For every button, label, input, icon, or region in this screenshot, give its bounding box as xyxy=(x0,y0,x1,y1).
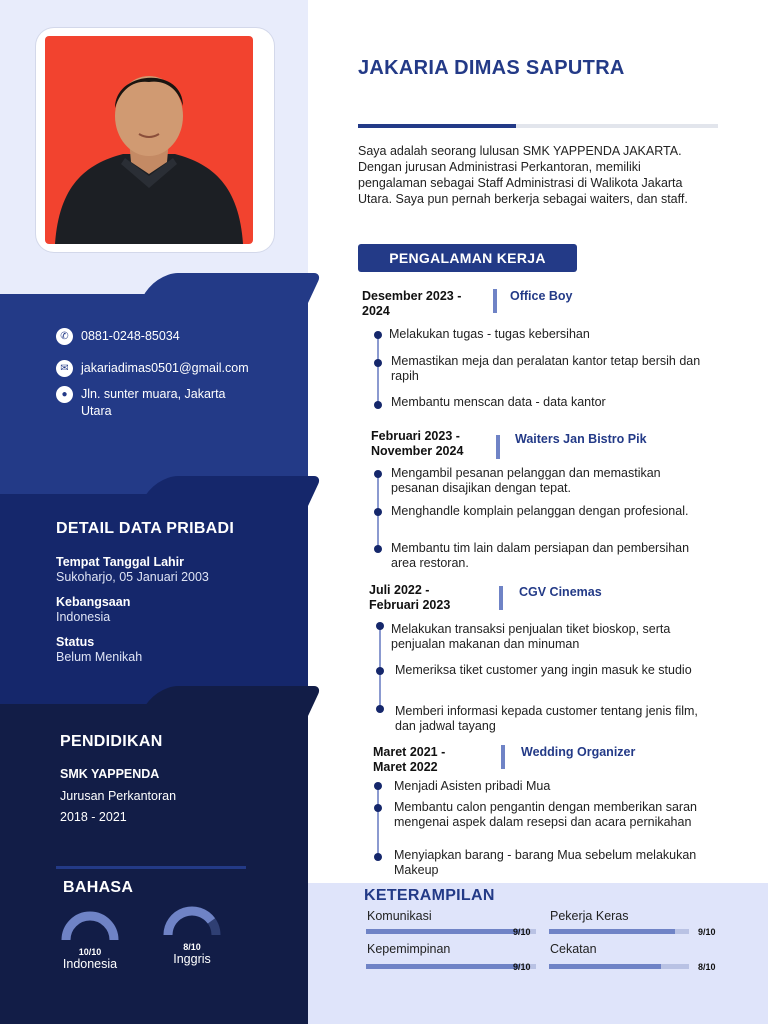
language-name: Indonesia xyxy=(62,957,118,971)
language-level: 8/10 xyxy=(183,942,201,952)
job-date xyxy=(369,583,487,613)
job-duty: Memeriksa tiket customer yang ingin masuk ke studio xyxy=(395,663,692,677)
job-duty: Membantu calon pengantin dengan memberikan saran mengenai aspek dalam resepsi dan acara pernikahan xyxy=(394,800,697,829)
skill-bar-fill xyxy=(366,964,519,969)
skill-bar-fill xyxy=(549,964,661,969)
job-marker xyxy=(496,435,500,459)
job-duty: Membantu tim lain dalam persiapan dan pembersihan area restoran. xyxy=(391,541,690,570)
skill-bar-fill xyxy=(549,929,675,934)
education-block xyxy=(0,704,308,1024)
education-major: Jurusan Perkantoran xyxy=(60,789,177,803)
job-date-start: Desember 2023 - xyxy=(362,289,462,303)
timeline-dot xyxy=(374,545,382,553)
timeline-dot xyxy=(376,622,384,630)
job-duty: Melakukan tugas - tugas kebersihan xyxy=(389,327,590,341)
timeline-dot xyxy=(374,331,382,339)
candidate-name: JAKARIA DIMAS SAPUTRA xyxy=(358,57,625,79)
job-date-end: 2024 xyxy=(362,304,390,318)
personal-label: Tempat Tanggal Lahir xyxy=(56,555,185,569)
job-duty: Menghandle komplain pelanggan dengan profesional. xyxy=(391,504,689,518)
timeline-dot xyxy=(374,401,382,409)
job-title: CGV Cinemas xyxy=(519,585,602,599)
skill-level: 9/10 xyxy=(513,927,531,937)
personal-value: Indonesia xyxy=(56,610,111,624)
skill-bar xyxy=(366,964,536,969)
timeline-line xyxy=(377,333,379,405)
email-text: jakariadimas0501@gmail.com xyxy=(81,361,249,375)
skill-bar xyxy=(366,929,536,934)
job-date xyxy=(362,289,480,319)
timeline-dot xyxy=(374,508,382,516)
skill-level: 8/10 xyxy=(698,962,716,972)
job-date xyxy=(371,429,489,459)
language-heading: BAHASA xyxy=(63,879,134,896)
skill-name: Komunikasi xyxy=(367,909,432,923)
skill-bar-fill xyxy=(366,929,519,934)
job-duty: Melakukan transaksi penjualan tiket bioskop, serta penjualan makanan dan minuman xyxy=(391,622,671,651)
timeline-line xyxy=(377,786,379,858)
timeline-dot xyxy=(374,782,382,790)
address-line-1: Jln. sunter muara, Jakarta xyxy=(81,387,226,401)
job-date-end: Maret 2022 xyxy=(373,760,438,774)
name-underline-accent xyxy=(358,124,516,128)
job-duty: Memastikan meja dan peralatan kantor tetap bersih dan rapih xyxy=(391,354,701,383)
timeline-dot xyxy=(374,470,382,478)
personal-heading: DETAIL DATA PRIBADI xyxy=(56,520,235,537)
skill-name: Cekatan xyxy=(550,942,597,956)
skills-heading: KETERAMPILAN xyxy=(364,887,495,904)
skill-name: Kepemimpinan xyxy=(367,942,451,956)
contact-phone xyxy=(56,328,180,345)
job-title: Office Boy xyxy=(510,289,573,303)
timeline-dot xyxy=(376,667,384,675)
personal-value: Belum Menikah xyxy=(56,650,143,664)
job-duty: Membantu menscan data - data kantor xyxy=(391,395,606,409)
job-date-start: Maret 2021 - xyxy=(373,745,446,759)
skill-bar xyxy=(549,929,689,934)
timeline-dot xyxy=(376,705,384,713)
phone-icon: ✆ xyxy=(56,328,73,345)
timeline-dot xyxy=(374,804,382,812)
job-date-end: Februari 2023 xyxy=(369,598,451,612)
experience-heading: PENGALAMAN KERJA xyxy=(358,244,577,272)
personal-label: Kebangsaan xyxy=(56,595,131,609)
job-duty: Menjadi Asisten pribadi Mua xyxy=(394,779,551,793)
job-marker xyxy=(493,289,497,313)
timeline-dot xyxy=(374,359,382,367)
education-heading: PENDIDIKAN xyxy=(60,733,163,750)
profile-photo xyxy=(45,36,253,244)
address-text xyxy=(81,386,226,420)
language-gauge xyxy=(163,905,221,935)
job-date xyxy=(373,745,491,775)
language-name: Inggris xyxy=(173,952,211,966)
mail-icon: ✉ xyxy=(56,360,73,377)
education-years: 2018 - 2021 xyxy=(60,810,127,824)
contact-email xyxy=(56,360,249,377)
language-item xyxy=(162,905,222,966)
job-date-start: Juli 2022 - xyxy=(369,583,430,597)
job-duty: Menyiapkan barang - barang Mua sebelum melakukan Makeup xyxy=(394,848,697,877)
skill-name: Pekerja Keras xyxy=(550,909,629,923)
contact-address xyxy=(56,386,226,420)
address-line-2: Utara xyxy=(81,404,112,418)
phone-text: 0881-0248-85034 xyxy=(81,329,180,343)
job-date-start: Februari 2023 - xyxy=(371,429,460,443)
job-date-end: November 2024 xyxy=(371,444,464,458)
language-level: 10/10 xyxy=(78,947,102,957)
language-gauge xyxy=(61,910,119,940)
job-duty: Mengambil pesanan pelanggan dan memastikan pesanan disajikan dengan tepat. xyxy=(391,466,661,495)
job-title: Wedding Organizer xyxy=(521,745,636,759)
skill-level: 9/10 xyxy=(513,962,531,972)
skill-level: 9/10 xyxy=(698,927,716,937)
job-marker xyxy=(501,745,505,769)
person-portrait xyxy=(45,36,253,244)
personal-label: Status xyxy=(56,635,95,649)
sidebar-divider xyxy=(56,866,246,869)
about-text: Saya adalah seorang lulusan SMK YAPPENDA JAKARTA. Dengan jurusan Administrasi Perkantoran, memiliki pengalaman sebagai Staff Administrasi di Walikota Jakarta Utara. Saya pun pernah berkerja sebagai waiters, dan staff. xyxy=(358,144,688,206)
timeline-dot xyxy=(374,853,382,861)
skill-bar xyxy=(549,964,689,969)
personal-value: Sukoharjo, 05 Januari 2003 xyxy=(56,570,209,584)
language-item xyxy=(60,910,120,971)
education-school: SMK YAPPENDA xyxy=(60,767,160,781)
job-title: Waiters Jan Bistro Pik xyxy=(515,432,647,446)
job-duty: Memberi informasi kepada customer tentang jenis film, dan jadwal tayang xyxy=(395,704,698,733)
location-pin-icon: ● xyxy=(56,386,73,403)
job-marker xyxy=(499,586,503,610)
